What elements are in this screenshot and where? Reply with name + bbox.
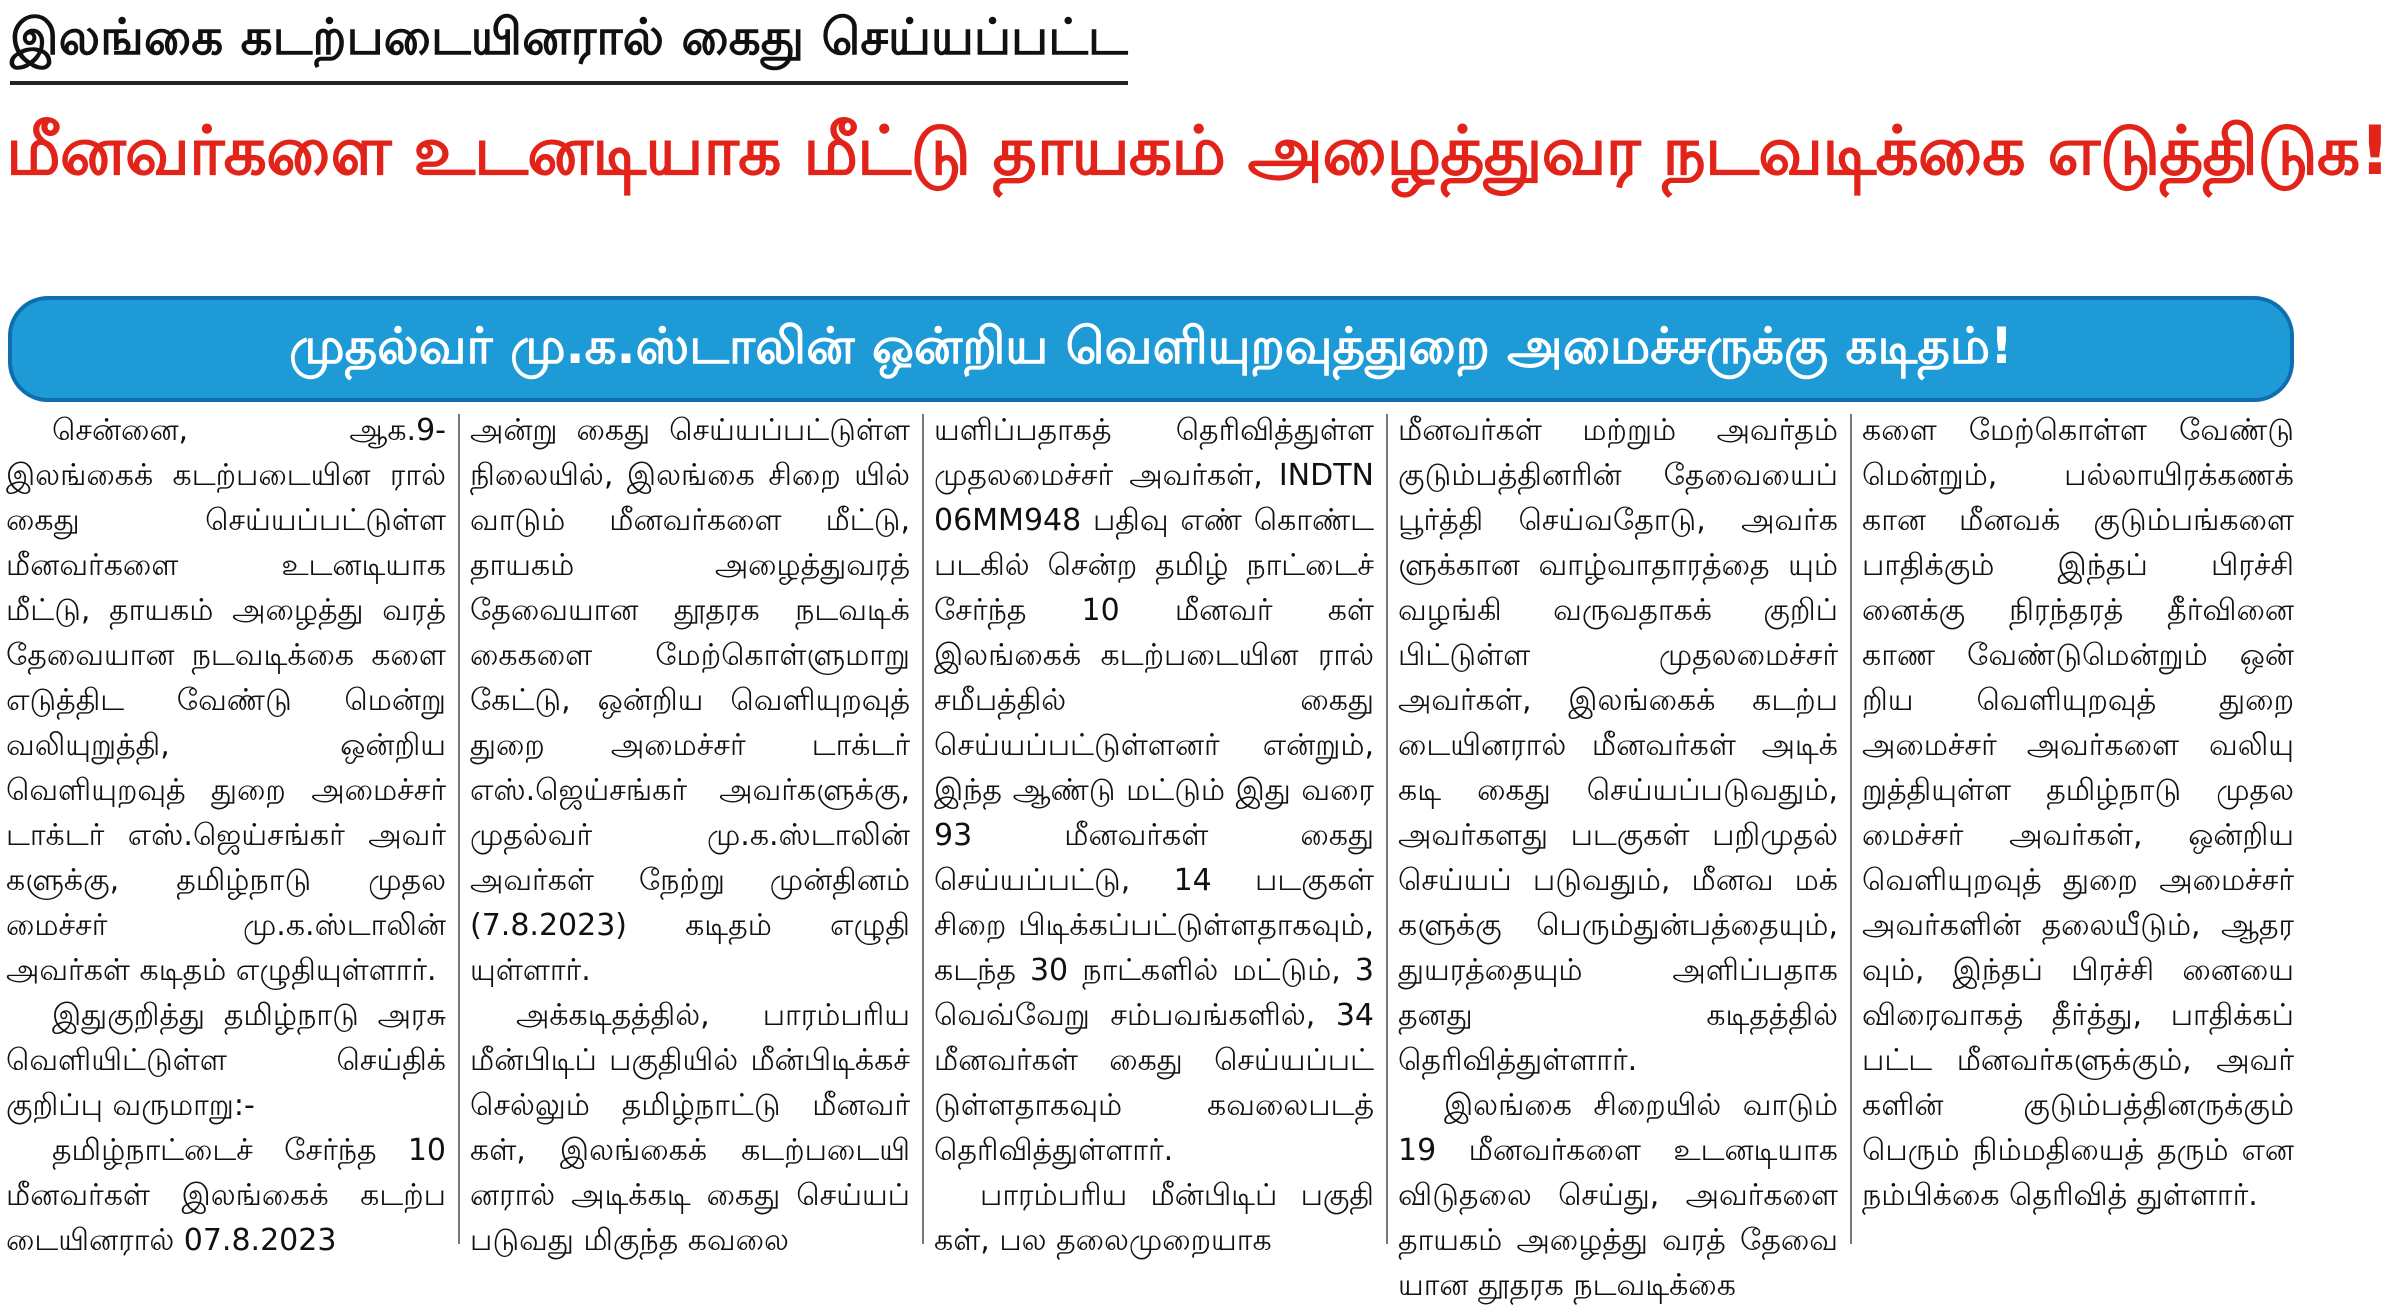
article-paragraph: யளிப்பதாகத் தெரிவித்துள்ள முதலமைச்சர் அவர்கள், INDTN 06MM948 பதிவு எண் கொண்ட படகில் சென்ற தமிழ் நாட்டைச் சேர்ந்த 10 மீனவர் கள் இலங்கைக் கடற்படையின ரால் சமீபத்தில் கைது செய்யப்பட்டுள்ளனர் என்றும், இந்த ஆண்டு மட்டும் இது வரை 93 மீனவர்கள் கைது செய்யப்பட்டு, 14 படகுகள் சிறை பிடிக்கப்பட்டுள்ளதாகவும், கடந்த 30 நாட்களில் மட்டும், 3 வெவ்வேறு சம்பவங்களில், 34 மீனவர்கள் கைது செய்யப்பட் டுள்ளதாகவும் கவலைபடத் தெரிவித்துள்ளார்.: [934, 413, 1374, 1168]
article-paragraph: களை மேற்கொள்ள வேண்டு மென்றும், பல்லாயிரக்கணக் கான மீனவக் குடும்பங்களை பாதிக்கும் இந்தப் பிரச்சி னைக்கு நிரந்தரத் தீர்வினை காண வேண்டுமென்றும் ஒன் றிய வெளியுறவுத் துறை அமைச்சர் அவர்களை வலியு றுத்தியுள்ள தமிழ்நாடு முதல மைச்சர் அவர்கள், ஒன்றிய வெளியுறவுத் துறை அமைச்சர் அவர்களின் தலையீடும், ஆதர வும், இந்தப் பிரச்சி னையை விரைவாகத் தீர்த்து, பாதிக்கப் பட்ட மீனவர்களுக்கும், அவர் களின் குடும்பத்தினருக்கும் பெரும் நிம்மதியைத் தரும் என நம்பிக்கை தெரிவித் துள்ளார்.: [1862, 413, 2294, 1213]
main-headline: மீனவர்களை உடனடியாக மீட்டு தாயகம் அழைத்துவர நடவடிக்கை எடுத்திடுக!: [6, 112, 2389, 191]
article-paragraph: இதுகுறித்து தமிழ்நாடு அரசு வெளியிட்டுள்ள செய்திக் குறிப்பு வருமாறு:-: [6, 998, 446, 1123]
article-paragraph: இலங்கை சிறையில் வாடும் 19 மீனவர்களை உடனடியாக விடுதலை செய்து, அவர்களை தாயகம் அழைத்து வரத் தேவை யான தூதரக நடவடிக்கை: [1398, 1088, 1838, 1303]
article-column-1: [6, 408, 446, 1258]
column-divider: [458, 414, 460, 1244]
column-divider: [1386, 414, 1388, 1244]
article-paragraph: அக்கடிதத்தில், பாரம்பரிய மீன்பிடிப் பகுதியில் மீன்பிடிக்கச் செல்லும் தமிழ்நாட்டு மீனவர் கள், இலங்கைக் கடற்படையி னரால் அடிக்கடி கைது செய்யப் படுவது மிகுந்த கவலை: [470, 998, 910, 1258]
article-columns: [6, 408, 2296, 1303]
article-paragraph: மீனவர்கள் மற்றும் அவர்தம் குடும்பத்தினரின் தேவையைப் பூர்த்தி செய்வதோடு, அவர்க ளுக்கான வாழ்வாதாரத்தை யும் வழங்கி வருவதாகக் குறிப் பிட்டுள்ள முதலமைச்சர் அவர்கள், இலங்கைக் கடற்ப டையினரால் மீனவர்கள் அடிக் கடி கைது செய்யப்படுவதும், அவர்களது படகுகள் பறிமுதல் செய்யப் படுவதும், மீனவ மக் களுக்கு பெரும்துன்பத்தையும், துயரத்தையும் அளிப்பதாக தனது கடிதத்தில் தெரிவித்துள்ளார்.: [1398, 413, 1838, 1078]
subheadline-text: முதல்வர் மு.க.ஸ்டாலின் ஒன்றிய வெளியுறவுத்துறை அமைச்சருக்கு கடிதம்!: [289, 316, 2013, 375]
article-paragraph: சென்னை, ஆக.9- இலங்கைக் கடற்படையின ரால் கைது செய்யப்பட்டுள்ள மீனவர்களை உடனடியாக மீட்டு, தாயகம் அழைத்து வரத் தேவையான நடவடிக்கை களை எடுத்திட வேண்டு மென்று வலியுறுத்தி, ஒன்றிய வெளியுறவுத் துறை அமைச்சர் டாக்டர் எஸ்.ஜெய்சங்கர் அவர் களுக்கு, தமிழ்நாடு முதல மைச்சர் மு.க.ஸ்டாலின் அவர்கள் கடிதம் எழுதியுள்ளார்.: [6, 413, 446, 988]
article-column-2: [470, 408, 910, 1258]
article-paragraph: அன்று கைது செய்யப்பட்டுள்ள நிலையில், இலங்கை சிறை யில் வாடும் மீனவர்களை மீட்டு, தாயகம் அழைத்துவரத் தேவையான தூதரக நடவடிக் கைகளை மேற்கொள்ளுமாறு கேட்டு, ஒன்றிய வெளியுறவுத் துறை அமைச்சர் டாக்டர் எஸ்.ஜெய்சங்கர் அவர்களுக்கு, முதல்வர் மு.க.ஸ்டாலின் அவர்கள் நேற்று முன்தினம் (7.8.2023) கடிதம் எழுதி யுள்ளார்.: [470, 413, 910, 988]
column-divider: [922, 414, 924, 1244]
article-column-4: [1398, 408, 1838, 1303]
article-column-3: [934, 408, 1374, 1258]
article-paragraph: பாரம்பரிய மீன்பிடிப் பகுதி கள், பல தலைமுறையாக: [934, 1178, 1374, 1258]
article-column-5: [1862, 408, 2294, 1248]
subheadline-banner: [8, 296, 2294, 402]
article-paragraph: தமிழ்நாட்டைச் சேர்ந்த 10 மீனவர்கள் இலங்கைக் கடற்ப டையினரால் 07.8.2023: [6, 1133, 446, 1258]
column-divider: [1850, 414, 1852, 1244]
kicker-headline: இலங்கை கடற்படையினரால் கைது செய்யப்பட்ட: [10, 8, 1128, 85]
